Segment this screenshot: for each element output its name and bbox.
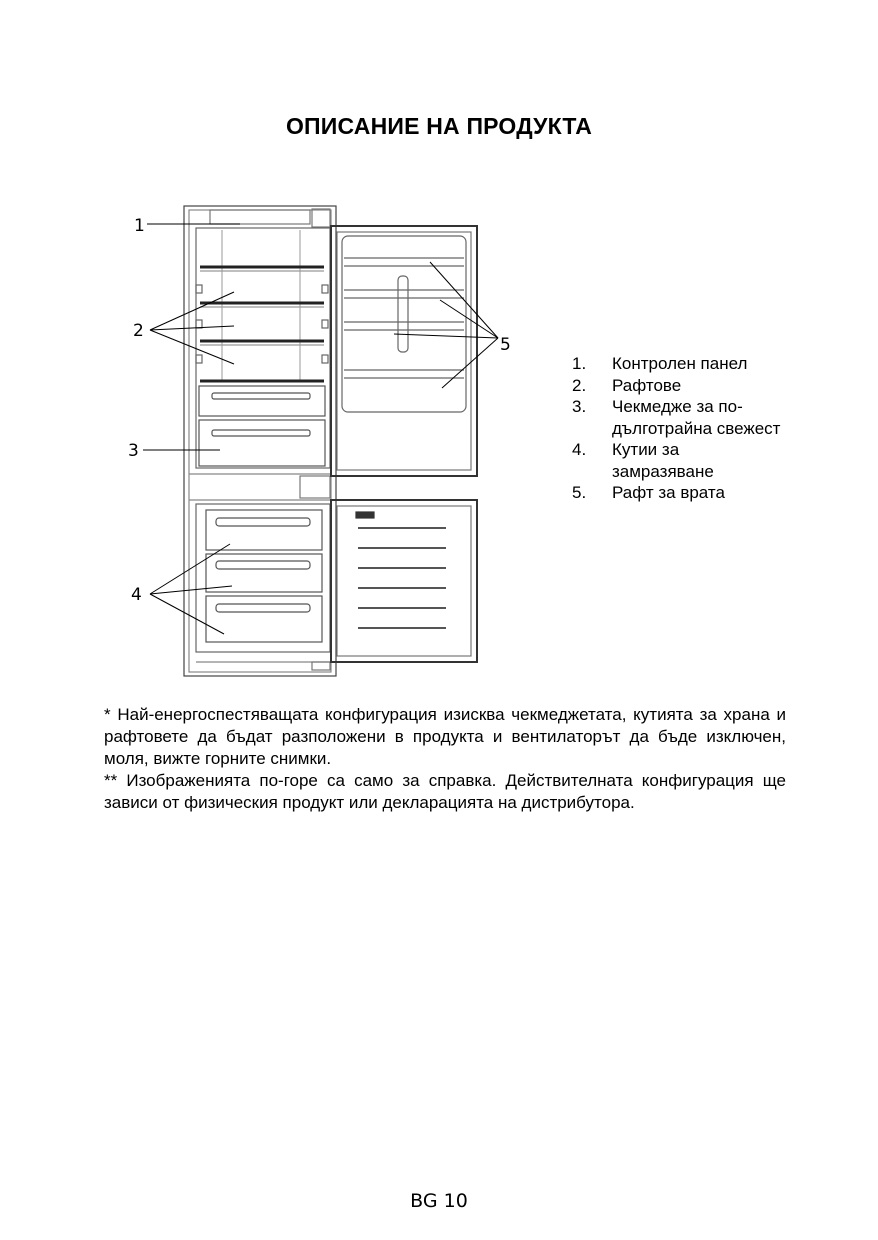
legend-item: 5. Рафт за врата [572,483,725,502]
parts-legend [572,353,812,504]
freezer-box [206,510,322,550]
callout-3: 3 [128,441,139,461]
cabinet-outline [184,206,336,676]
legend-item: 1. Контролен панел [572,354,748,373]
callout-5: 5 [500,335,511,355]
legend-item: 2. Рафтове [572,375,682,395]
control-panel [210,210,310,224]
callout-2: 2 [133,321,144,341]
upper-door [331,226,477,476]
footnote-energy: * Най-енергоспестяващата конфигурация изисква чекмеджетата, кутията за храна и рафтовете да бъдат разположени в продукта и вентилаторът да бъде изключен, моля, вижте горните снимки. [104,705,786,768]
legend-item: 4. Кутии за замразяване [572,440,714,481]
freezer-box [206,554,322,592]
page-title: ОПИСАНИЕ НА ПРОДУКТА [285,113,593,139]
footnote-reference: ** Изображенията по-горе са само за справка. Действителната конфигурация ще зависи от физическия продукт или декларацията на дистрибутора. [104,771,786,812]
callout-4: 4 [131,585,142,605]
legend-item: 3. Чекмедже за по-дълготрайна свежест [572,397,781,438]
freshness-drawer [199,420,325,466]
fridge-drawer [199,386,325,416]
freezer-box [206,596,322,642]
footnotes [104,704,786,814]
lower-door [331,500,477,662]
refrigerator-diagram [120,198,520,683]
callout-1: 1 [134,216,145,236]
page-number: BG 10 [410,1190,468,1212]
